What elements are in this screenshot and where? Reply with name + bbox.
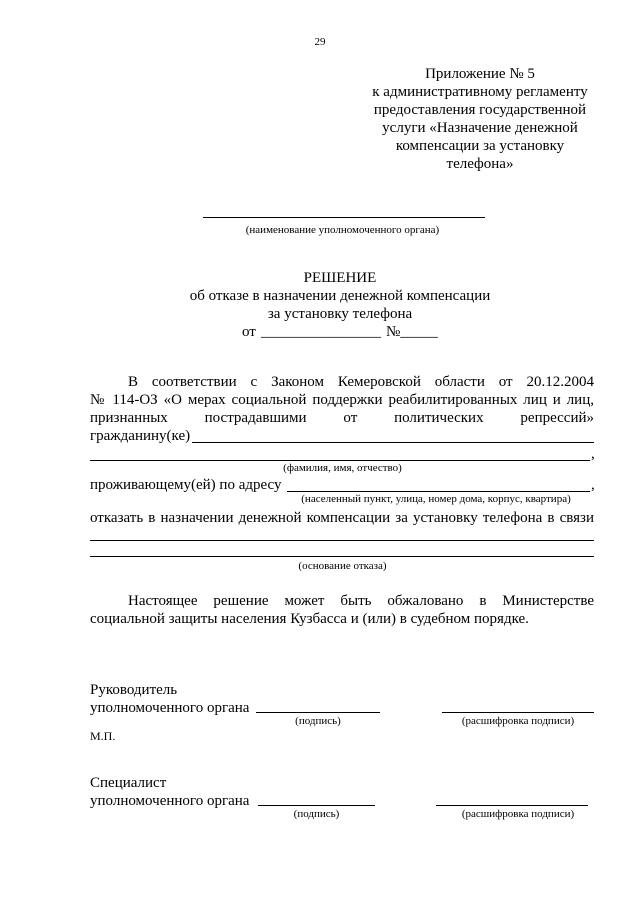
refuse-text: отказать в назначении денежной компенсации за установку телефона в связи xyxy=(90,510,594,526)
date-prefix: от xyxy=(242,324,256,340)
comma: , xyxy=(591,446,595,462)
page-number: 29 xyxy=(314,36,326,48)
address-caption: (населенный пункт, улица, номер дома, корпус, квартира) xyxy=(301,493,571,505)
document-title: РЕШЕНИЕ xyxy=(303,270,377,286)
reason-caption: (основание отказа) xyxy=(298,560,387,572)
specialist-decode-caption: (расшифровка подписи) xyxy=(461,808,575,820)
organ-name-caption: (наименование уполномоченного органа) xyxy=(245,224,440,236)
specialist-signature-caption: (подпись) xyxy=(293,808,340,820)
stamp-label: М.П. xyxy=(90,729,116,743)
head-decode-field[interactable] xyxy=(442,712,594,713)
comma: , xyxy=(591,477,595,493)
appendix-line: к административному регламенту xyxy=(372,84,588,100)
reason-field-continued[interactable] xyxy=(90,556,594,557)
document-subtitle: за установку телефона xyxy=(267,306,413,322)
address-label: проживающему(ей) по адресу xyxy=(90,477,282,493)
paragraph-line: В соответствии с Законом Кемеровской области от 20.12.2004 xyxy=(128,374,594,390)
appendix-title: Приложение № 5 xyxy=(425,66,535,82)
appendix-line: телефона» xyxy=(446,156,514,172)
head-label: Руководитель xyxy=(90,682,178,698)
head-organ-label: уполномоченного органа xyxy=(90,700,250,716)
paragraph-line: социальной защиты населения Кузбасса и (или) в судебном порядке. xyxy=(90,611,529,627)
head-signature-field[interactable] xyxy=(256,712,380,713)
fio-caption: (фамилия, имя, отчество) xyxy=(283,462,402,474)
citizen-field[interactable] xyxy=(192,442,594,443)
citizen-field-continued[interactable] xyxy=(90,460,590,461)
appendix-line: услуги «Назначение денежной xyxy=(382,120,578,136)
head-signature-caption: (подпись) xyxy=(295,715,341,727)
number-field[interactable]: №_____ xyxy=(386,324,438,340)
address-field[interactable] xyxy=(287,491,590,492)
paragraph-line: признанных пострадавшими от политических репрессий» xyxy=(90,410,594,426)
reason-field[interactable] xyxy=(90,540,594,541)
specialist-organ-label: уполномоченного органа xyxy=(90,793,250,809)
citizen-label: гражданину(ке) xyxy=(90,428,191,444)
document-subtitle: об отказе в назначении денежной компенсации xyxy=(189,288,491,304)
organ-name-field[interactable] xyxy=(203,217,485,218)
date-field[interactable]: ________________ xyxy=(261,324,381,340)
paragraph-line: Настоящее решение может быть обжаловано в Министерстве xyxy=(128,593,594,609)
paragraph-line: № 114-ОЗ «О мерах социальной поддержки реабилитированных лиц и лиц, xyxy=(90,392,594,408)
specialist-label: Специалист xyxy=(90,775,167,791)
head-decode-caption: (расшифровка подписи) xyxy=(461,715,575,727)
specialist-signature-field[interactable] xyxy=(258,805,375,806)
appendix-line: предоставления государственной xyxy=(373,102,587,118)
specialist-decode-field[interactable] xyxy=(436,805,588,806)
appendix-line: компенсации за установку xyxy=(395,138,565,154)
